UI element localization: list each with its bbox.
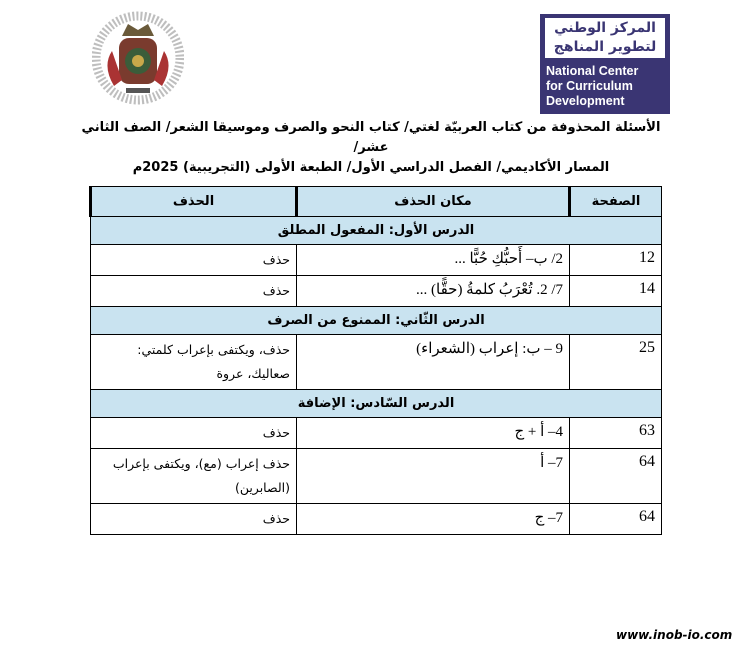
header-deletion: الحذف xyxy=(91,187,297,217)
cell-deletion: حذف xyxy=(91,276,297,307)
cell-page: 14 xyxy=(570,276,662,307)
table-row xyxy=(91,449,662,504)
cell-deletion: حذف xyxy=(91,418,297,449)
cell-location: 7– أ xyxy=(297,449,570,504)
cell-page: 25 xyxy=(570,335,662,390)
deletions-table xyxy=(89,186,662,535)
lesson-title: الدرس الأول: المفعول المطلق xyxy=(91,217,662,245)
cell-page: 64 xyxy=(570,504,662,535)
table-header-row xyxy=(91,187,662,217)
cell-location: 9 – ب: إعراب (الشعراء) xyxy=(297,335,570,390)
nccd-logo xyxy=(540,14,670,114)
cell-page: 12 xyxy=(570,245,662,276)
cell-location: 2/ ب– أَحبُّكِ حُبًّا ... xyxy=(297,245,570,276)
lesson-title: الدرس الثّاني: الممنوع من الصرف xyxy=(91,307,662,335)
table-row xyxy=(91,245,662,276)
cell-deletion: حذف إعراب (مع)، ويكتفى بإعراب (الصابرين) xyxy=(91,449,297,504)
header-page: الصفحة xyxy=(570,187,662,217)
table-row xyxy=(91,276,662,307)
footer-website: www.inob-io.com xyxy=(616,628,733,642)
nccd-english-line1: National Center xyxy=(546,64,639,78)
nccd-english-line3: Development xyxy=(546,94,625,108)
ministry-seal-logo xyxy=(92,6,184,110)
document-title xyxy=(80,118,662,178)
title-line2: المسار الأكاديمي/ الفصل الدراسي الأول/ الطبعة الأولى (التجريبية) 2025م xyxy=(132,160,610,175)
nccd-arabic-line1: المركز الوطني xyxy=(554,20,656,36)
lesson-row xyxy=(91,390,662,418)
table-row xyxy=(91,504,662,535)
cell-page: 64 xyxy=(570,449,662,504)
lesson-title: الدرس السّادس: الإضافة xyxy=(91,390,662,418)
title-line1: الأسئلة المحذوفة من كتاب العربيّة لغتي/ كتاب النحو والصرف وموسيقا الشعر/ الصف الثاني عشر/ xyxy=(81,120,661,155)
cell-deletion: حذف، ويكتفى بإعراب كلمتي: صعاليك، عروة xyxy=(91,335,297,390)
lesson-row xyxy=(91,307,662,335)
nccd-english-line2: for Curriculum xyxy=(546,79,633,93)
table-row xyxy=(91,335,662,390)
table-row xyxy=(91,418,662,449)
nccd-arabic-line2: لتطوير المناهج xyxy=(553,39,657,55)
header-location: مكان الحذف xyxy=(297,187,570,217)
cell-location: 7/ 2. تُعْرَبُ كلمةُ (حقًّا) ... xyxy=(297,276,570,307)
cell-location: 7– ج xyxy=(297,504,570,535)
cell-page: 63 xyxy=(570,418,662,449)
cell-deletion: حذف xyxy=(91,504,297,535)
cell-location: 4– أ + ج xyxy=(297,418,570,449)
main-content xyxy=(80,118,662,535)
cell-deletion: حذف xyxy=(91,245,297,276)
lesson-row xyxy=(91,217,662,245)
